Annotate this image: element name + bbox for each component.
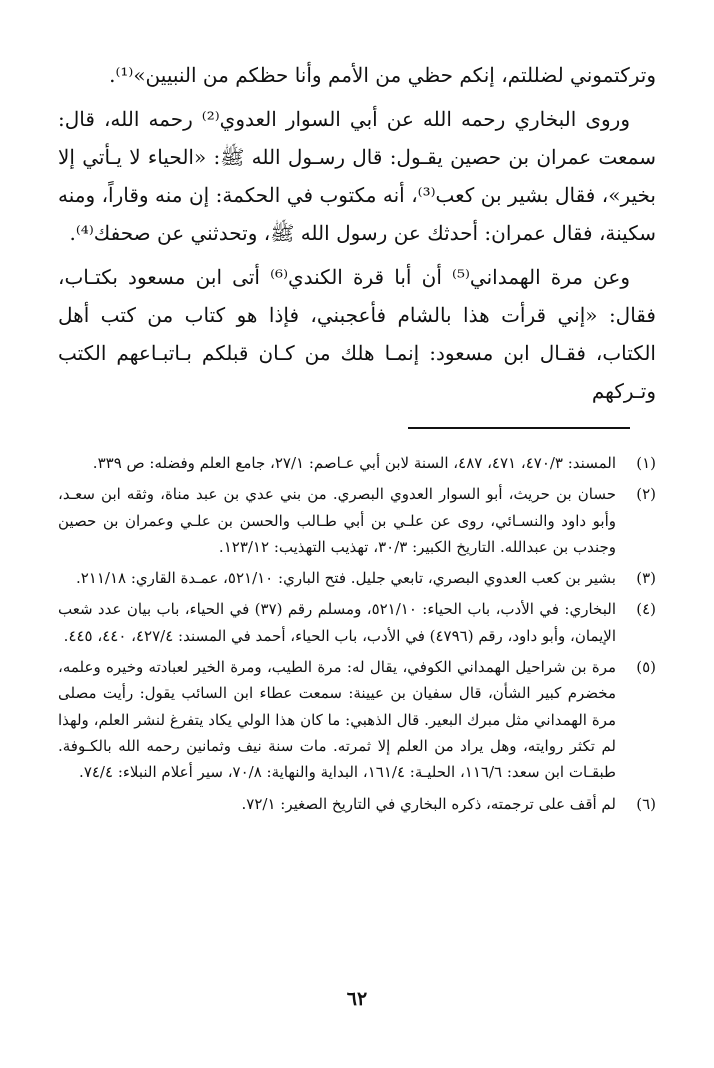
footnote-2 xyxy=(58,481,656,560)
footnote-4 xyxy=(58,596,656,649)
main-paragraph-1: وتركتموني لضللتم، إنكم حظي من الأمم وأنا حظكم من النبيين»⁽¹⁾. xyxy=(109,63,656,87)
footnote-number: (٤) xyxy=(636,600,656,619)
footnote-separator xyxy=(408,427,630,429)
page-number: ٦٢ xyxy=(346,988,368,1010)
footnotes-block xyxy=(58,450,656,822)
footnote-5 xyxy=(58,654,656,785)
footnote-1 xyxy=(58,450,656,476)
footnote-number: (٦) xyxy=(636,794,656,813)
footnote-text: مرة بن شراحيل الهمداني الكوفي، يقال له: مرة الطيب، ومرة الخير لعبادته وخيره وعلمه، مخضرم كبير الشأن، قال سفيان بن عيينة: سمعت عطاء ابن السائب يقول: رأيت مصلى مرة الهمداني مثل مبرك البعير. قال الذهبي: ما كان هذا الولي يكاد يتفرغ لنشر العلم، ولهذا لم تكثر روايته، وهل يراد من العلم إلا ثمرته. مات سنة نيف وثمانين رحمه الله بالكـوفة. طبقـات ابن سعد: ١١٦/٦، الحليـة: ١٦١/٤، البداية والنهاية: ٧٠/٨، سير أعلام النبلاء: ٧٤/٤. xyxy=(58,658,617,782)
footnote-number: (٣) xyxy=(636,569,656,588)
footnote-6 xyxy=(58,791,656,817)
main-text-block xyxy=(58,56,656,416)
footnote-number: (٢) xyxy=(636,485,656,504)
footnote-text: لم أقف على ترجمته، ذكره البخاري في التاريخ الصغير: ٧٢/١. xyxy=(241,794,616,813)
main-paragraph-2: وروى البخاري رحمه الله عن أبي السوار العدوي⁽²⁾ رحمه الله، قال: سمعت عمران بن حصين يقـول: قال رسـول الله ﷺ: «الحياء لا يـأتي إلا بخير»، فقال بشير بن كعب⁽³⁾، أنه مكتوب في الحكمة: إن منه وقاراً، ومنه سكينة، فقال عمران: أحدثك عن رسول الله ﷺ، وتحدثني عن صحفك⁽⁴⁾. xyxy=(58,107,656,245)
footnote-number: (١) xyxy=(636,454,656,472)
footnote-text: بشير بن كعب العدوي البصري، تابعي جليل. فتح الباري: ٥٢١/١٠، عمـدة القاري: ٢١١/١٨. xyxy=(75,569,616,588)
footnote-number: (٥) xyxy=(636,658,656,677)
footnote-text: البخاري: في الأدب، باب الحياء: ٥٢١/١٠، ومسلم رقم (٣٧) في الحياء، باب بيان عدد شعب الإيمان، وأبو داود، رقم (٤٧٩٦) في الأدب، باب الحياء، أحمد في المسند: ٤٢٧/٤، ٤٤٠، ٤٤٥. xyxy=(58,600,616,645)
footnote-text: حسان بن حريث، أبو السوار العدوي البصري. من بني عدي بن عبد مناة، وثقه ابن سعـد، وأبو داود والنسـائي، روى عن علـي بن أبي طـالب والحسن بن علـي وعمران بن حصين وجندب بن عبدالله. التاريخ الكبير: ٣٠/٣، تهذيب التهذيب: ١٢٣/١٢. xyxy=(58,485,616,556)
footnote-text: المسند: ٤٧٠/٣، ٤٧١، ٤٨٧، السنة لابن أبي عـاصم: ٢٧/١، جامع العلم وفضله: ص ٣٣٩. xyxy=(92,454,616,472)
footnote-3 xyxy=(58,565,656,591)
main-paragraph-3: وعن مرة الهمداني⁽⁵⁾ أن أبا قرة الكندي⁽⁶⁾ أتى ابن مسعود بكتـاب، فقال: «إني قرأت هذا بالشام فأعجبني، فإذا هو كتاب من كتب أهل الكتاب، فقـال ابن مسعود: إنمـا هلك من كـان قبلكم بـاتبـاعهم الكتب وتـركهم xyxy=(58,265,656,403)
